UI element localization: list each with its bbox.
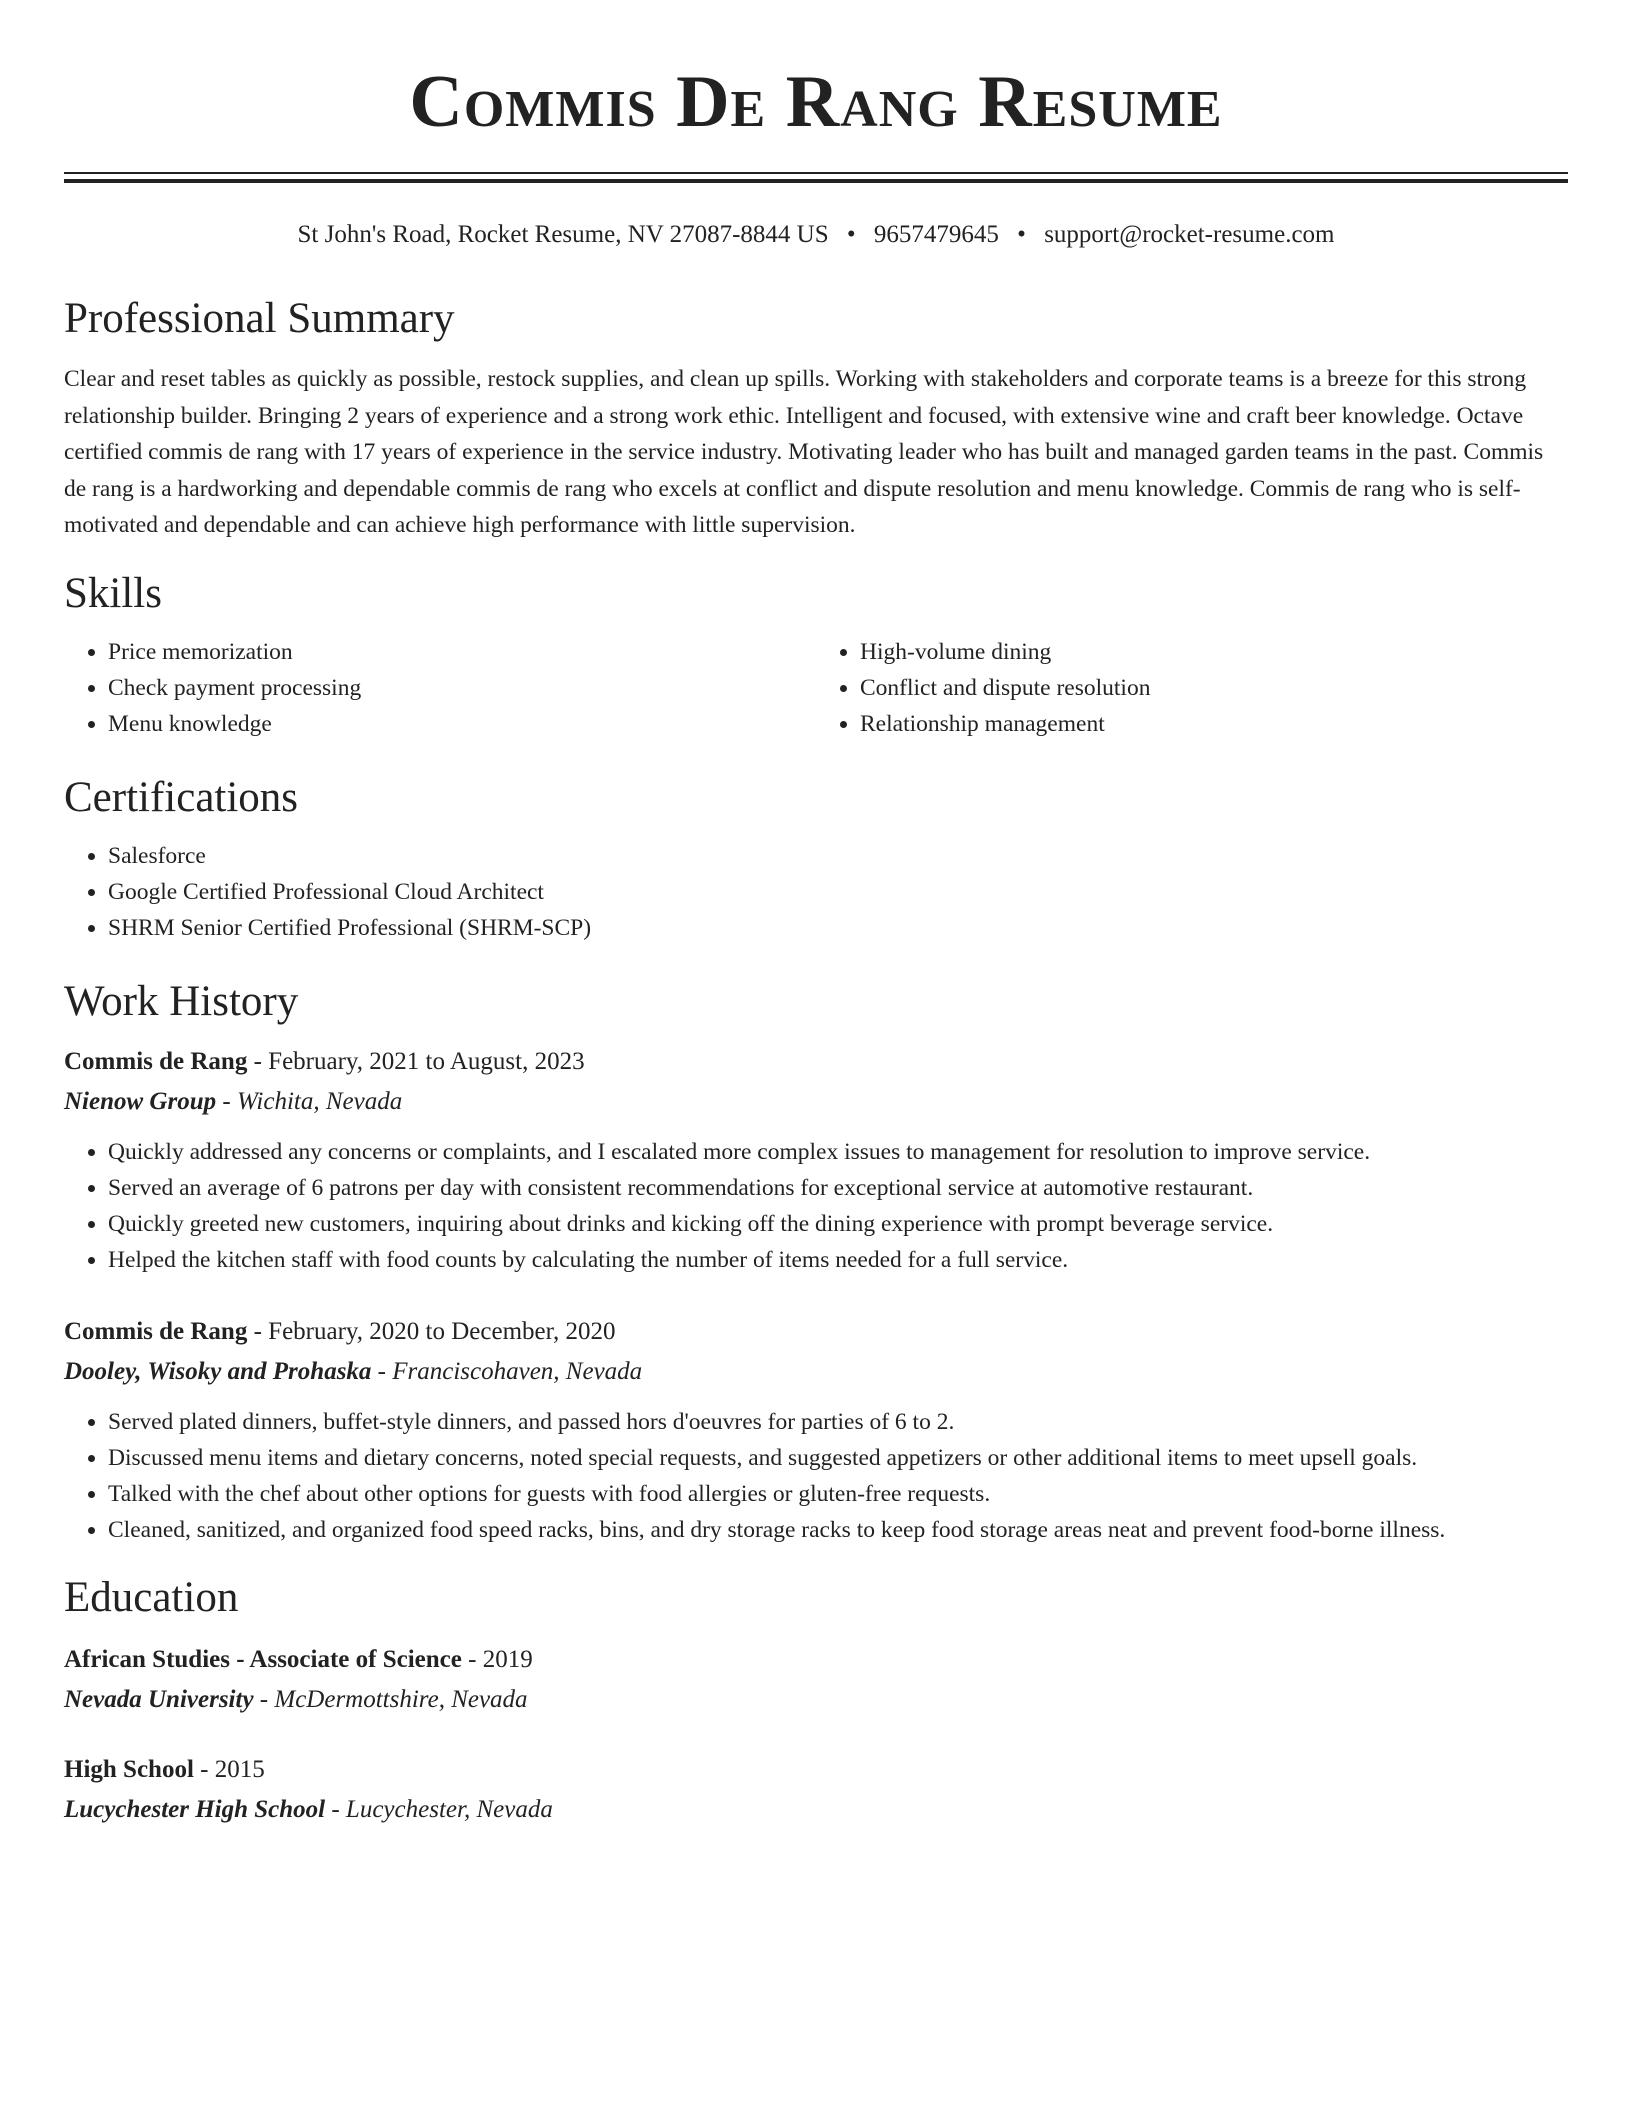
job-bullet: • Discussed menu items and dietary concerns, noted special requests, and suggested appetizers or other additional items to meet upsell goals. — [108, 1440, 1568, 1476]
skill-item: • Price memorization — [108, 634, 816, 670]
education-heading: Education — [64, 1573, 239, 1621]
job-bullet: • Served plated dinners, buffet-style dinners, and passed hors d'oeuvres for parties of 6 to 2. — [108, 1404, 1568, 1440]
work-history-heading: Work History — [64, 977, 299, 1025]
job-bullet: • Talked with the chef about other options for guests with food allergies or gluten-free requests. — [108, 1476, 1568, 1512]
job-bullets — [64, 1134, 1568, 1278]
education-school-line — [64, 1790, 1568, 1830]
contact-address: St John's Road, Rocket Resume, NV 27087-8844 US — [297, 221, 829, 248]
skills-grid — [64, 634, 1568, 742]
education-degree-line — [64, 1750, 1568, 1790]
job-title-line — [64, 1042, 1568, 1082]
job-company: Nienow Group — [64, 1087, 217, 1115]
job-title: Commis de Rang — [64, 1317, 248, 1345]
education-degree: High School — [64, 1755, 194, 1783]
education-school-line — [64, 1680, 1568, 1720]
education-degree-line — [64, 1640, 1568, 1680]
skill-item: • High-volume dining — [860, 634, 1568, 670]
education-school: Nevada University — [64, 1685, 254, 1713]
contact-separator: • — [846, 221, 856, 248]
skills-section — [64, 566, 1568, 742]
certification-item: • SHRM Senior Certified Professional (SHRM-SCP) — [108, 910, 1568, 946]
skill-item: • Conflict and dispute resolution — [860, 670, 1568, 706]
skill-item: • Relationship management — [860, 706, 1568, 742]
education-degree: African Studies - Associate of Science — [64, 1645, 462, 1673]
job-title-line — [64, 1312, 1568, 1352]
certifications-section — [64, 770, 1568, 946]
job-company-line — [64, 1352, 1568, 1392]
work-history-section — [64, 974, 1568, 1548]
job-location: - Franciscohaven, Nevada — [377, 1357, 643, 1385]
education-year: - 2015 — [200, 1755, 265, 1783]
contact-email: support@rocket-resume.com — [1044, 221, 1335, 248]
education-location: - Lucychester, Nevada — [331, 1795, 553, 1823]
job-location: - Wichita, Nevada — [222, 1087, 403, 1115]
summary-section — [64, 291, 1568, 544]
education-year: - 2019 — [468, 1645, 533, 1673]
certification-item: • Google Certified Professional Cloud Architect — [108, 874, 1568, 910]
job-bullet: • Served an average of 6 patrons per day with consistent recommendations for exceptional service at automotive restaurant. — [108, 1170, 1568, 1206]
job-title: Commis de Rang — [64, 1047, 248, 1075]
education-entry — [64, 1750, 1568, 1830]
skills-heading: Skills — [64, 569, 162, 617]
contact-separator: • — [1017, 221, 1026, 248]
summary-text: Clear and reset tables as quickly as possible, restock supplies, and clean up spills. Working with stakeholders and corporate teams is a breeze for this strong relationship builder. Bringing 2 years of experience and a strong work ethic. Intelligent and focused, with extensive wine and craft beer knowledge. Octave certified commis de rang with 17 years of experience in the service industry. Motivating leader who has built and managed garden teams in the past. Commis de rang is a hardworking and dependable commis de rang who excels at conflict and dispute resolution and menu knowledge. Commis de rang who is self-motivated and dependable and can achieve high performance with little supervision. — [64, 366, 1544, 538]
skill-item: • Check payment processing — [108, 670, 816, 706]
job-dates: - February, 2021 to August, 2023 — [253, 1047, 585, 1075]
job-entry — [64, 1312, 1568, 1548]
education-entry — [64, 1640, 1568, 1720]
contact-line — [64, 219, 1568, 251]
job-bullet: • Quickly greeted new customers, inquiring about drinks and kicking off the dining experience with prompt beverage service. — [108, 1206, 1568, 1242]
education-section — [64, 1570, 1568, 1830]
job-bullet: • Quickly addressed any concerns or complaints, and I escalated more complex issues to management for resolution to improve service. — [108, 1134, 1568, 1170]
skill-item: • Menu knowledge — [108, 706, 816, 742]
contact-phone: 9657479645 — [873, 221, 999, 248]
job-company: Dooley, Wisoky and Prohaska — [64, 1357, 372, 1385]
skills-list-left — [64, 634, 816, 742]
job-dates: - February, 2020 to December, 2020 — [253, 1317, 616, 1345]
certifications-list — [64, 838, 1568, 946]
resume-title: Commis De Rang Resume — [409, 61, 1223, 143]
job-company-line — [64, 1082, 1568, 1122]
education-school: Lucychester High School — [64, 1795, 326, 1823]
certifications-heading: Certifications — [64, 773, 299, 821]
job-entry — [64, 1042, 1568, 1278]
certification-item: • Salesforce — [108, 838, 1568, 874]
summary-heading: Professional Summary — [64, 295, 455, 342]
education-location: - McDermottshire, Nevada — [259, 1685, 528, 1713]
title-divider — [64, 172, 1568, 183]
job-bullet: • Helped the kitchen staff with food counts by calculating the number of items needed for a full service. — [108, 1242, 1568, 1278]
skills-list-right — [816, 634, 1568, 742]
job-bullets — [64, 1404, 1568, 1548]
job-bullet: • Cleaned, sanitized, and organized food speed racks, bins, and dry storage racks to keep food storage areas neat and prevent food-borne illness. — [108, 1512, 1568, 1548]
